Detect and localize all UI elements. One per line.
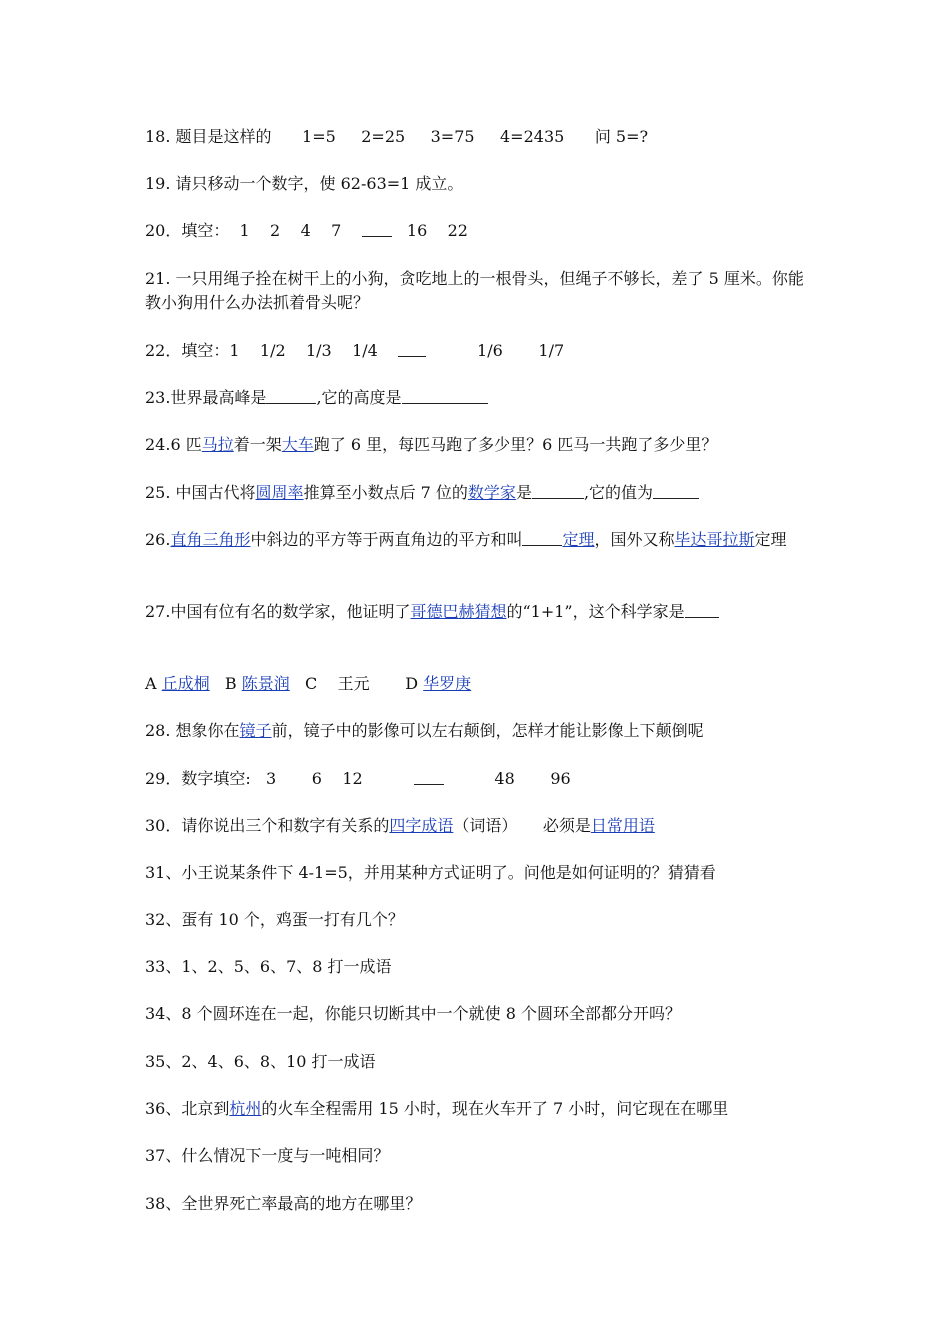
question-34: 34、8 个圆环连在一起，你能只切断其中一个就使 8 个圆环全部都分开吗？ [145,1004,681,1023]
link-hua-luo-geng[interactable]: 华罗庚 [423,674,472,693]
question-24 [145,433,810,457]
link-ma-la[interactable]: 马拉 [201,435,234,454]
link-ding-li[interactable]: 定理 [562,530,595,549]
answer-blank [707,601,719,618]
question-22-suffix: 1/6 1/7 [426,341,565,360]
answer-blank [266,387,316,404]
question-28-text-1: 28. 想象你在 [145,721,240,740]
question-21: 21. 一只用绳子拴在树干上的小狗，贪吃地上的一根骨头，但绳子不够长，差了 5 厘米。你能教小狗用什么办法抓着骨头呢？ [145,269,804,312]
question-18: 18. 题目是这样的 1=5 2=25 3=75 4=2435 问 5=? [145,127,649,146]
link-chen-jing-run[interactable]: 陈景润 [241,674,290,693]
link-pythagoras[interactable]: 毕达哥拉斯 [674,530,755,549]
question-29-suffix: 48 96 [443,769,571,788]
option-c-d-label: C 王元 D [289,674,424,693]
question-27-text-1: 27.中国有位有名的数学家，他证明了 [145,602,411,621]
question-32: 32、蛋有 10 个，鸡蛋一打有几个？ [145,910,404,929]
question-23-text-2: ,它的高度是 [316,388,402,407]
question-20 [145,219,810,243]
link-qiu-cheng-tong[interactable]: 丘成桐 [161,674,210,693]
question-26-text-2: 中斜边的平方等于两直角边的平方和叫 [250,530,523,549]
question-37: 37、什么情况下一度与一吨相同？ [145,1146,390,1165]
question-36-text-1: 36、北京到 [145,1099,230,1118]
answer-blank [532,482,584,499]
question-26-text-3: ，国外又称 [594,530,675,549]
question-23 [145,386,810,410]
link-da-che[interactable]: 大车 [281,435,314,454]
question-33: 33、1、2、5、6、7、8 打一成语 [145,957,392,976]
question-24-text-3: 跑了 6 里，每匹马跑了多少里？6 匹马一共跑了多少里？ [313,435,718,454]
question-31: 31、小王说某条件下 4-1=5，并用某种方式证明了。问他是如何证明的？猜猜看 [145,863,716,882]
question-26-text-4: 定理 [754,530,787,549]
question-20-prefix: 20．填空： 1 2 4 7 [145,221,362,240]
question-28-text-2: 前，镜子中的影像可以左右颠倒，怎样才能让影像上下颠倒呢 [271,721,704,740]
option-a-label: A [145,674,162,693]
question-25 [145,481,810,505]
link-ri-chang-yong-yu[interactable]: 日常用语 [590,816,655,835]
link-si-zi-cheng-yu[interactable]: 四字成语 [389,816,454,835]
question-36 [145,1097,810,1121]
question-38: 38、全世界死亡率最高的地方在哪里？ [145,1194,422,1213]
question-27 [145,600,810,624]
question-27-text-2: 的“1+1”，这个科学家是 [506,602,685,621]
answer-blank [522,529,562,546]
option-b-label: B [209,674,242,693]
question-26 [145,528,810,552]
link-hang-zhou[interactable]: 杭州 [229,1099,262,1118]
question-23-text-1: 23.世界最高峰是 [145,388,267,407]
question-25-text-2: 推算至小数点后 7 位的 [303,483,468,502]
question-25-text-4: ,它的值为 [583,483,654,502]
link-jing-zi[interactable]: 镜子 [239,721,272,740]
question-22-prefix: 22．填空：1 1/2 1/3 1/4 [145,341,399,360]
question-20-suffix: 16 22 [391,221,468,240]
link-zhi-jiao-san-jiao-xing[interactable]: 直角三角形 [170,530,251,549]
question-24-text-2: 着一架 [233,435,282,454]
question-29 [145,767,810,791]
question-36-text-2: 的火车全程需用 15 小时，现在火车开了 7 小时，问它现在在哪里 [261,1099,729,1118]
question-27-options [145,672,810,696]
answer-blank [685,601,707,618]
answer-blank [414,768,444,785]
question-30 [145,814,810,838]
question-19: 19. 请只移动一个数字，使 62-63=1 成立。 [145,174,464,193]
link-goldbach-conjecture[interactable]: 哥德巴赫猜想 [410,602,507,621]
answer-blank [402,387,488,404]
question-25-text-3: 是 [515,483,532,502]
answer-blank [362,220,392,237]
question-35: 35、2、4、6、8、10 打一成语 [145,1052,376,1071]
question-30-text-2: （词语） 必须是 [453,816,591,835]
question-26-text-1: 26. [145,530,171,549]
question-22 [145,339,810,363]
question-28 [145,719,810,743]
answer-blank [398,340,426,357]
question-25-text-1: 25. 中国古代将 [145,483,256,502]
question-24-text-1: 24.6 匹 [145,435,202,454]
question-30-text-1: 30．请你说出三个和数字有关系的 [145,816,390,835]
question-29-prefix: 29．数字填空: 3 6 12 [145,769,414,788]
answer-blank [653,482,699,499]
link-shu-xue-jia[interactable]: 数学家 [467,483,516,502]
link-yuan-zhou-lv[interactable]: 圆周率 [255,483,304,502]
